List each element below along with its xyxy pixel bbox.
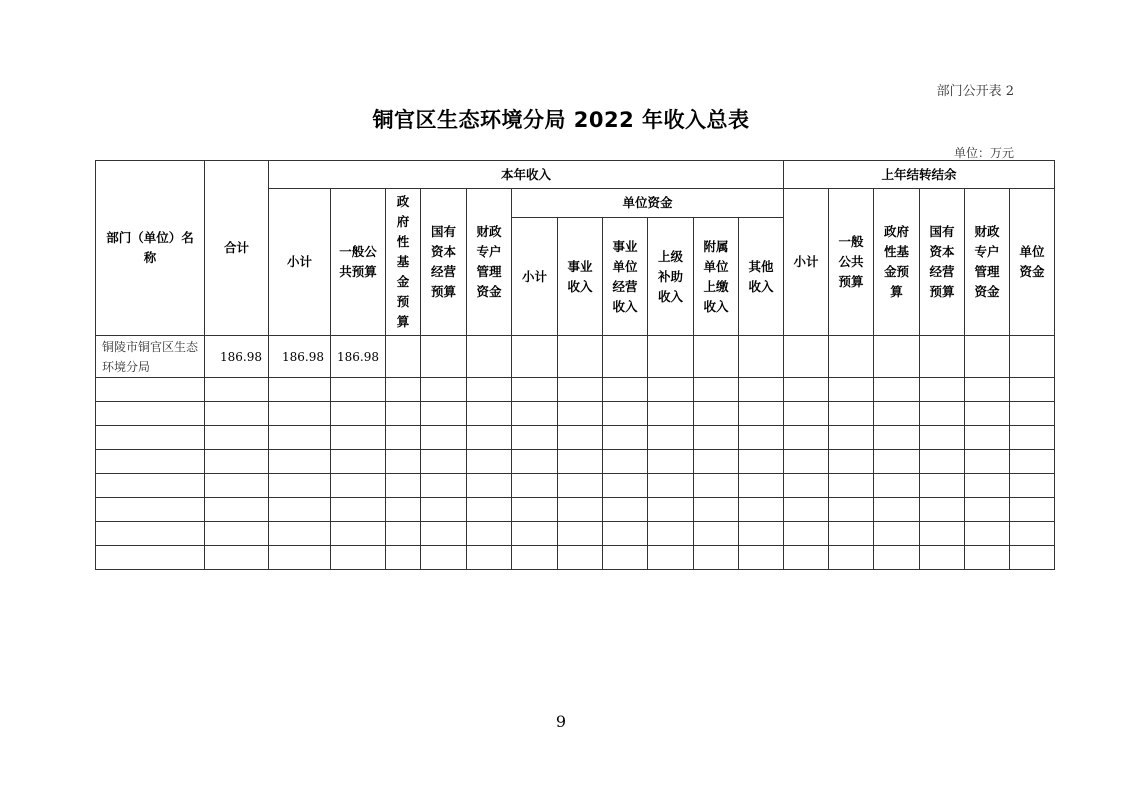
table-cell	[603, 450, 648, 474]
table-row	[96, 546, 1055, 570]
table-cell	[331, 522, 386, 546]
header-dept-name: 部门（单位）名称	[96, 161, 205, 336]
table-cell	[467, 474, 512, 498]
table-cell	[558, 546, 603, 570]
table-cell	[784, 498, 829, 522]
header-uf-superior-subsidy: 上级补助收入	[648, 218, 694, 336]
table-cell	[829, 498, 874, 522]
table-cell	[874, 474, 920, 498]
table-cell	[784, 546, 829, 570]
table-cell	[421, 426, 467, 450]
table-cell	[920, 498, 965, 522]
table-cell	[874, 426, 920, 450]
table-cell	[558, 402, 603, 426]
table-cell	[603, 378, 648, 402]
empty-rows	[96, 378, 1055, 570]
table-cell	[965, 426, 1010, 450]
table-cell	[421, 474, 467, 498]
table-cell	[694, 336, 739, 378]
header-py-fiscal-special: 财政专户管理资金	[965, 189, 1010, 336]
table-cell	[965, 450, 1010, 474]
table-cell	[467, 426, 512, 450]
table-cell	[558, 336, 603, 378]
table-cell	[386, 450, 421, 474]
table-cell	[784, 474, 829, 498]
table-cell	[512, 402, 558, 426]
table-cell	[648, 378, 694, 402]
table-cell	[386, 426, 421, 450]
table-cell	[739, 336, 784, 378]
table-cell	[829, 546, 874, 570]
table-cell	[269, 522, 331, 546]
table-cell	[739, 450, 784, 474]
table-cell	[386, 378, 421, 402]
table-cell	[603, 426, 648, 450]
table-cell	[558, 426, 603, 450]
table-cell	[1010, 450, 1055, 474]
table-cell	[96, 402, 205, 426]
table-cell	[784, 378, 829, 402]
table-cell	[421, 450, 467, 474]
table-cell	[784, 426, 829, 450]
table-cell	[874, 450, 920, 474]
table-cell	[829, 426, 874, 450]
table-cell	[694, 498, 739, 522]
header-row-1	[96, 161, 1055, 189]
table-cell	[386, 474, 421, 498]
table-cell	[386, 336, 421, 378]
table-cell	[920, 474, 965, 498]
table-cell	[421, 546, 467, 570]
table-cell	[920, 546, 965, 570]
table-cell	[603, 498, 648, 522]
table-row	[96, 474, 1055, 498]
table-cell	[512, 522, 558, 546]
table-cell	[694, 450, 739, 474]
table-cell	[694, 402, 739, 426]
table-cell	[205, 450, 269, 474]
table-cell	[386, 402, 421, 426]
table-cell	[829, 474, 874, 498]
table-cell	[512, 426, 558, 450]
table-cell	[1010, 336, 1055, 378]
header-prior-year-carryover: 上年结转结余	[784, 161, 1055, 189]
page-number: 9	[555, 712, 567, 731]
row-total: 186.98	[205, 336, 269, 378]
table-cell	[648, 498, 694, 522]
header-cy-state-capital: 国有资本经营预算	[421, 189, 467, 336]
table-cell	[558, 498, 603, 522]
table-cell	[421, 498, 467, 522]
table-cell	[421, 522, 467, 546]
table-cell	[648, 336, 694, 378]
row-cy-subtotal: 186.98	[269, 336, 331, 378]
table-cell	[874, 402, 920, 426]
table-cell	[205, 498, 269, 522]
table-cell	[874, 336, 920, 378]
table-cell	[965, 378, 1010, 402]
table-cell	[467, 378, 512, 402]
header-py-subtotal: 小计	[784, 189, 829, 336]
income-table-wrapper	[95, 160, 1055, 570]
table-cell	[739, 522, 784, 546]
table-cell	[965, 336, 1010, 378]
table-cell	[648, 450, 694, 474]
table-cell	[739, 402, 784, 426]
table-cell	[269, 402, 331, 426]
table-cell	[467, 546, 512, 570]
table-cell	[1010, 546, 1055, 570]
table-cell	[96, 522, 205, 546]
table-cell	[386, 522, 421, 546]
table-cell	[1010, 426, 1055, 450]
page-title: 铜官区生态环境分局 2022 年收入总表	[372, 108, 750, 132]
table-cell	[558, 522, 603, 546]
table-cell	[512, 546, 558, 570]
table-cell	[784, 522, 829, 546]
table-cell	[603, 402, 648, 426]
header-uf-subtotal: 小计	[512, 218, 558, 336]
table-cell	[648, 546, 694, 570]
header-current-year-income: 本年收入	[269, 161, 784, 189]
table-cell	[965, 522, 1010, 546]
table-cell	[512, 336, 558, 378]
table-cell	[784, 450, 829, 474]
table-cell	[467, 522, 512, 546]
header-py-unit-funds: 单位资金	[1010, 189, 1055, 336]
table-cell	[269, 498, 331, 522]
table-cell	[269, 474, 331, 498]
table-cell	[205, 402, 269, 426]
table-cell	[331, 378, 386, 402]
table-cell	[421, 378, 467, 402]
table-cell	[694, 474, 739, 498]
table-cell	[874, 546, 920, 570]
table-cell	[205, 474, 269, 498]
header-py-gov-fund: 政府性基金预算	[874, 189, 920, 336]
table-cell	[829, 378, 874, 402]
header-uf-affiliated-payment: 附属单位上缴收入	[694, 218, 739, 336]
table-cell	[739, 378, 784, 402]
table-cell	[965, 498, 1010, 522]
table-cell	[965, 546, 1010, 570]
table-cell	[648, 426, 694, 450]
table-cell	[205, 378, 269, 402]
table-cell	[558, 378, 603, 402]
header-py-general-budget: 一般公共预算	[829, 189, 874, 336]
table-row	[96, 498, 1055, 522]
table-cell	[874, 498, 920, 522]
table-cell	[603, 546, 648, 570]
table-cell	[331, 402, 386, 426]
header-cy-fiscal-special: 财政专户管理资金	[467, 189, 512, 336]
table-cell	[603, 336, 648, 378]
table-cell	[694, 426, 739, 450]
table-cell	[386, 546, 421, 570]
table-cell	[874, 378, 920, 402]
table-cell	[331, 450, 386, 474]
page-tag: 部门公开表 2	[936, 84, 1014, 99]
table-cell	[739, 426, 784, 450]
header-uf-other-income: 其他收入	[739, 218, 784, 336]
table-cell	[965, 474, 1010, 498]
table-cell	[269, 546, 331, 570]
table-cell	[331, 474, 386, 498]
table-cell	[648, 402, 694, 426]
table-cell	[1010, 522, 1055, 546]
table-cell	[829, 450, 874, 474]
table-cell	[920, 426, 965, 450]
table-cell	[467, 450, 512, 474]
table-cell	[96, 426, 205, 450]
table-cell	[784, 336, 829, 378]
table-cell	[558, 450, 603, 474]
table-cell	[96, 474, 205, 498]
income-table	[95, 160, 1055, 570]
table-cell	[269, 426, 331, 450]
table-cell	[269, 378, 331, 402]
table-cell	[1010, 498, 1055, 522]
header-py-state-capital: 国有资本经营预算	[920, 189, 965, 336]
row-cy-general-budget: 186.98	[331, 336, 386, 378]
table-cell	[920, 378, 965, 402]
table-cell	[467, 498, 512, 522]
table-cell	[829, 336, 874, 378]
table-cell	[558, 474, 603, 498]
table-cell	[512, 474, 558, 498]
table-cell	[603, 522, 648, 546]
table-cell	[421, 402, 467, 426]
table-cell	[784, 402, 829, 426]
header-total: 合计	[205, 161, 269, 336]
table-cell	[1010, 402, 1055, 426]
table-cell	[874, 522, 920, 546]
table-row	[96, 378, 1055, 402]
row-dept-name: 铜陵市铜官区生态环境分局	[96, 336, 205, 378]
table-row	[96, 402, 1055, 426]
header-uf-business-income: 事业收入	[558, 218, 603, 336]
table-cell	[920, 450, 965, 474]
header-unit-funds: 单位资金	[512, 189, 784, 218]
header-cy-general-budget: 一般公共预算	[331, 189, 386, 336]
table-row	[96, 426, 1055, 450]
table-cell	[694, 546, 739, 570]
header-cy-subtotal: 小计	[269, 189, 331, 336]
table-cell	[1010, 378, 1055, 402]
table-cell	[512, 450, 558, 474]
table-cell	[739, 546, 784, 570]
table-cell	[421, 336, 467, 378]
unit-label: 单位：万元	[953, 146, 1014, 160]
table-cell	[694, 378, 739, 402]
table-cell	[829, 522, 874, 546]
table-cell	[1010, 474, 1055, 498]
table-cell	[96, 546, 205, 570]
table-cell	[96, 498, 205, 522]
table-cell	[269, 450, 331, 474]
table-cell	[96, 378, 205, 402]
table-cell	[694, 522, 739, 546]
table-cell	[603, 474, 648, 498]
table-cell	[920, 522, 965, 546]
table-cell	[920, 336, 965, 378]
table-cell	[467, 336, 512, 378]
table-cell	[467, 402, 512, 426]
table-cell	[331, 426, 386, 450]
table-cell	[331, 546, 386, 570]
table-row	[96, 450, 1055, 474]
table-row	[96, 336, 1055, 378]
table-cell	[96, 450, 205, 474]
header-uf-operating-income: 事业单位经营收入	[603, 218, 648, 336]
table-cell	[386, 498, 421, 522]
table-cell	[331, 498, 386, 522]
table-row	[96, 522, 1055, 546]
table-cell	[512, 498, 558, 522]
table-cell	[829, 402, 874, 426]
table-cell	[965, 402, 1010, 426]
table-cell	[205, 426, 269, 450]
table-cell	[205, 546, 269, 570]
table-cell	[648, 522, 694, 546]
table-cell	[512, 378, 558, 402]
header-cy-gov-fund: 政府性基金预算	[386, 189, 421, 336]
table-cell	[920, 402, 965, 426]
table-cell	[205, 522, 269, 546]
table-cell	[648, 474, 694, 498]
table-cell	[739, 498, 784, 522]
table-cell	[739, 474, 784, 498]
